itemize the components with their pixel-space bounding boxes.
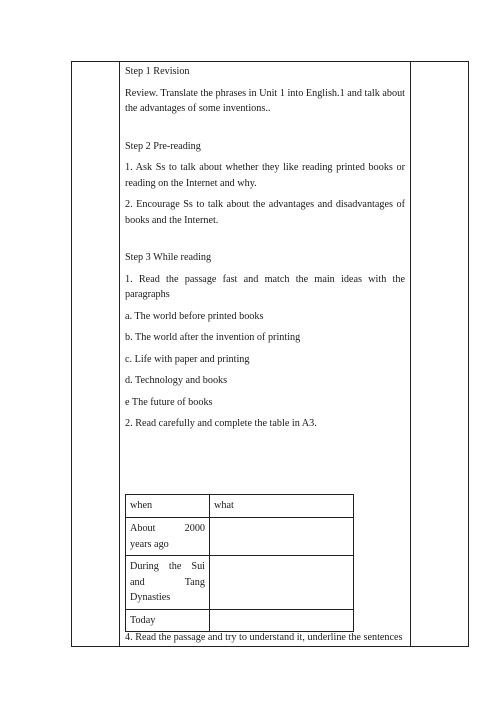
- step3-item4: 4. Read the passage and try to understand it, underline the sentences: [125, 632, 403, 643]
- main-idea-d: d. Technology and books: [125, 375, 228, 386]
- step2-item2-line2: books and the Internet.: [125, 214, 219, 226]
- step1-text-line1: Review. Translate the phrases in Unit 1 into English.1 and talk about: [125, 87, 405, 99]
- step3-item1-line1: 1. Read the passage fast and match the main ideas with the: [125, 273, 405, 285]
- step2-title: Step 2 Pre-reading: [125, 140, 201, 152]
- step2-item1-line1: 1. Ask Ss to talk about whether they like reading printed books or: [125, 162, 405, 173]
- step2-item2-line1: 2. Encourage Ss to talk about the advantages and disadvantages of: [125, 199, 405, 210]
- step3-item1-line2: paragraphs: [125, 289, 170, 300]
- step1-title: Step 1 Revision: [125, 66, 190, 77]
- row3-when: Today: [126, 609, 210, 632]
- main-idea-c: c. Life with paper and printing: [125, 353, 250, 365]
- row1-when: About 2000 years ago: [126, 518, 210, 556]
- procedure-column: [125, 64, 405, 432]
- row2-what[interactable]: [210, 556, 354, 610]
- row2-when: During the Sui and Tang Dynasties: [126, 556, 210, 610]
- main-idea-e: e The future of books: [125, 396, 213, 408]
- header-when: when: [126, 495, 210, 518]
- step3-title: Step 3 While reading: [125, 252, 212, 263]
- step1-text-line2: the advantages of some inventions..: [125, 103, 271, 114]
- step3-item2: 2. Read carefully and complete the table in A3.: [125, 418, 317, 429]
- when-what-table: [125, 494, 354, 632]
- step2-item1-line2: reading on the Internet and why.: [125, 177, 257, 189]
- row1-what[interactable]: [210, 518, 354, 556]
- row3-what[interactable]: [210, 609, 354, 632]
- header-what: what: [210, 495, 354, 518]
- main-idea-a: a. The world before printed books: [125, 310, 264, 322]
- right-column-divider: [410, 62, 411, 646]
- main-idea-b: b. The world after the invention of printing: [125, 332, 301, 343]
- left-column-divider: [119, 62, 120, 646]
